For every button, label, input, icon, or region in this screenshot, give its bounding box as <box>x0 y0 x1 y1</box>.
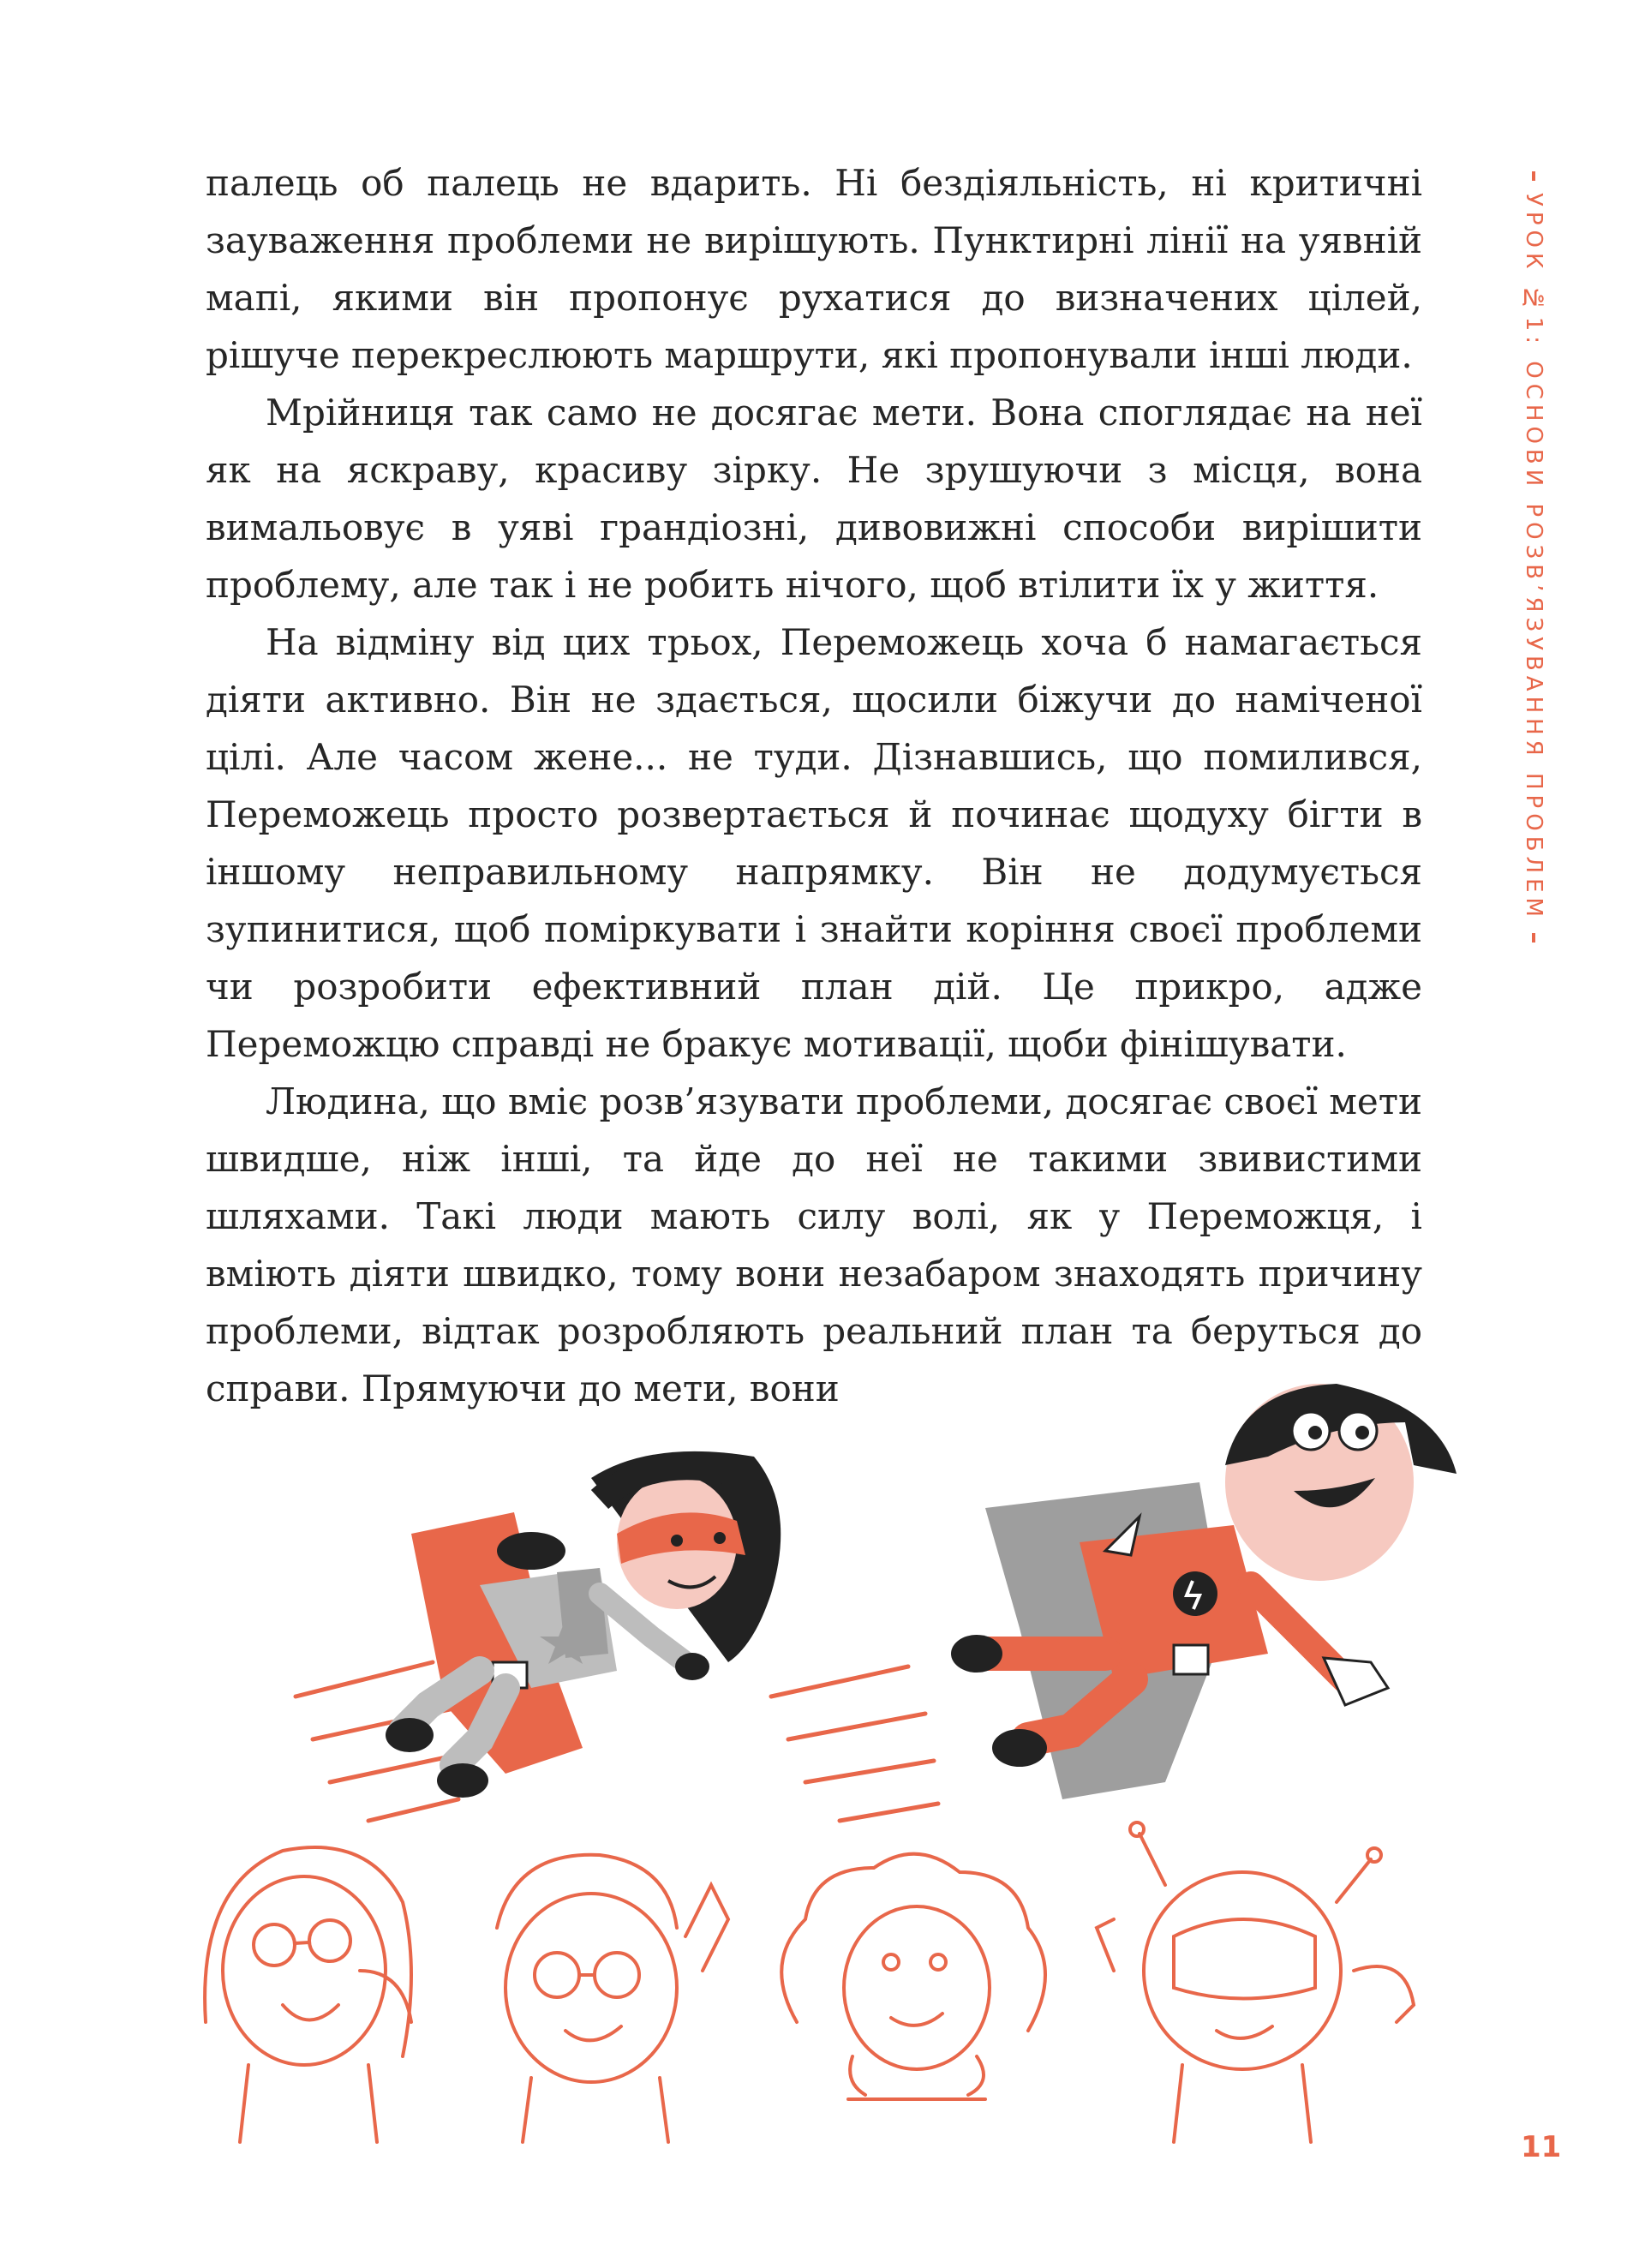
kid-3-outline <box>781 1854 1045 2099</box>
paragraph-2: Мрійниця так само не досягає мети. Вона споглядає на неї як на яскраву, красиву зірку. Не зрушуючи з місця, вона вимальовує в уяві грандіозні, дивовижні способи вирішити проблему, але так і не робить нічого, щоб втілити їх у життя. <box>206 392 1422 606</box>
superheroes-illustration <box>0 1371 1645 2185</box>
paragraph-4: Людина, що вміє розв’язувати проблеми, досягає своєї мети швидше, ніж інші, та йде до неї не такими звивистими шляхами. Такі люди мають силу волі, як у Переможця, і вміють діяти швидко, тому вони незабаром знаходять причину проблеми, відтак розробляють реальний план та беруться до справи. Прямуючи до мети, вони <box>206 1080 1422 1409</box>
dashed-rule-bottom <box>1532 933 1535 943</box>
kid-2-outline <box>497 1855 728 2142</box>
paragraph-3: На відміну від цих трьох, Переможець хоча б намагається діяти активно. Він не здається, щосили біжучи до наміченої цілі. Але часом жене... не туди. Дізнавшись, що помилився, Переможець просто розвертається й починає щодуху бігти в іншому неправильному напрямку. Він не додумується зупинитися, щоб поміркувати і знайти коріння своєї проблеми чи розробити ефективний план дій. Це прикро, адже Переможцю справді не бракує мотивації, щоби фінішувати. <box>206 621 1422 1065</box>
speed-lines-right <box>771 1667 938 1821</box>
boy-superhero <box>951 1384 1457 1799</box>
paragraph-1: палець об палець не вдарить. Ні бездіяльність, ні критичні зауваження проблеми не вирішують. Пунктирні лінії на уявній мапі, якими він пропонує рухатися до визначених цілей, рішуче перекреслюють маршрути, які пропонували інші люди. <box>206 162 1422 376</box>
page-number: 11 <box>1521 2130 1562 2164</box>
running-header <box>1516 171 1551 943</box>
kid-4-outline <box>1097 1822 1414 2142</box>
running-header-label: УРОК №1: ОСНОВИ РОЗВ’ЯЗУВАННЯ ПРОБЛЕМ <box>1521 192 1546 922</box>
body-text <box>206 154 1422 1417</box>
kid-1-outline <box>205 1847 411 2142</box>
outlined-kids <box>205 1822 1414 2142</box>
girl-superhero <box>386 1451 781 1798</box>
dashed-rule-top <box>1532 171 1535 181</box>
